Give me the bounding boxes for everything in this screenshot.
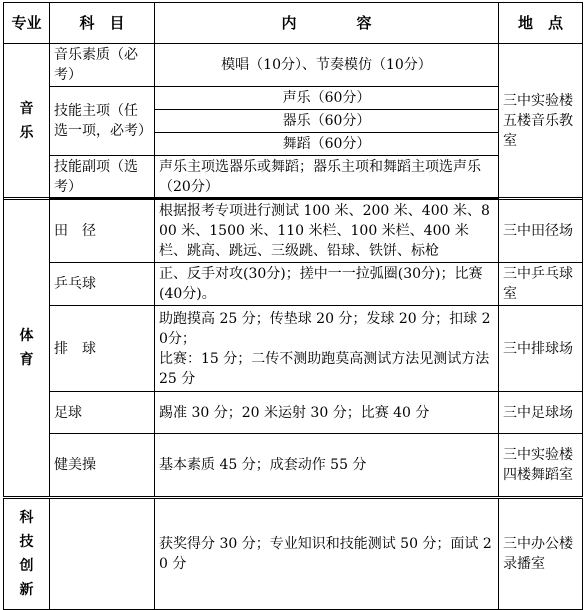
content-music-secondary: 声乐主项选器乐或舞蹈；器乐主项和舞蹈主项选声乐（20分）: [155, 156, 499, 199]
header-location: 地 点: [499, 3, 583, 44]
music-row-quality: [4, 44, 583, 87]
content-music-instrument: 器乐（60分）: [155, 110, 499, 133]
location-football: 三中足球场: [499, 392, 583, 434]
content-pingpong: 正、反手对攻(30分)；搓中一一拉弧圈(30分)；比赛(40分)。: [155, 263, 499, 306]
content-music-quality: 模唱（10分）、节奏模仿（10分）: [155, 44, 499, 87]
subject-volleyball: 排 球: [50, 306, 155, 392]
subject-pingpong: 乒乓球: [50, 263, 155, 306]
location-music: 三中实验楼五楼音乐教室: [499, 44, 583, 199]
tech-row: [4, 498, 583, 610]
pe-row-aerobics: [4, 434, 583, 498]
subject-music-secondary: 技能副项（选考）: [50, 156, 155, 199]
major-pe: 体 育: [4, 199, 50, 498]
location-tech: 三中办公楼录播室: [499, 498, 583, 610]
exam-schedule-table: [3, 2, 583, 610]
content-volleyball: 助跑摸高 25 分；传垫球 20 分；发球 20 分；扣球 20分； 比赛：15 分；二传不测助跑莫高测试方法见测试方法 25 分: [155, 306, 499, 392]
location-aerobics: 三中实验楼四楼舞蹈室: [499, 434, 583, 498]
subject-aerobics: 健美操: [50, 434, 155, 498]
location-pingpong: 三中乒乓球室: [499, 263, 583, 306]
location-track: 三中田径场: [499, 199, 583, 263]
pe-row-volleyball: [4, 306, 583, 392]
subject-football: 足球: [50, 392, 155, 434]
major-music: 音 乐: [4, 44, 50, 199]
content-music-dance: 舞蹈（60分）: [155, 133, 499, 156]
content-music-vocal: 声乐（60分）: [155, 87, 499, 110]
major-tech: 科 技 创 新: [4, 498, 50, 610]
content-aerobics: 基本素质 45 分；成套动作 55 分: [155, 434, 499, 498]
subject-music-main: 技能主项（任选一项，必考）: [50, 87, 155, 156]
subject-music-quality: 音乐素质（必考）: [50, 44, 155, 87]
pe-row-track: [4, 199, 583, 263]
header-row: [4, 3, 583, 44]
subject-tech: [50, 498, 155, 610]
location-volleyball: 三中排球场: [499, 306, 583, 392]
header-content: 内 容: [155, 3, 499, 44]
content-tech: 获奖得分 30 分；专业知识和技能测试 50 分；面试 20 分: [155, 498, 499, 610]
music-row-secondary: [4, 156, 583, 199]
header-subject: 科 目: [50, 3, 155, 44]
pe-row-football: [4, 392, 583, 434]
content-football: 踢准 30 分；20 米运射 30 分；比赛 40 分: [155, 392, 499, 434]
subject-track: 田 径: [50, 199, 155, 263]
header-major: 专业: [4, 3, 50, 44]
music-row-main-vocal: [4, 87, 583, 110]
content-track: 根据报考专项进行测试 100 米、200 米、400 米、800 米、1500 米、110 米栏、100 米栏、400 米栏、跳高、跳远、三级跳、铅球、铁饼、标枪: [155, 199, 499, 263]
pe-row-pingpong: [4, 263, 583, 306]
